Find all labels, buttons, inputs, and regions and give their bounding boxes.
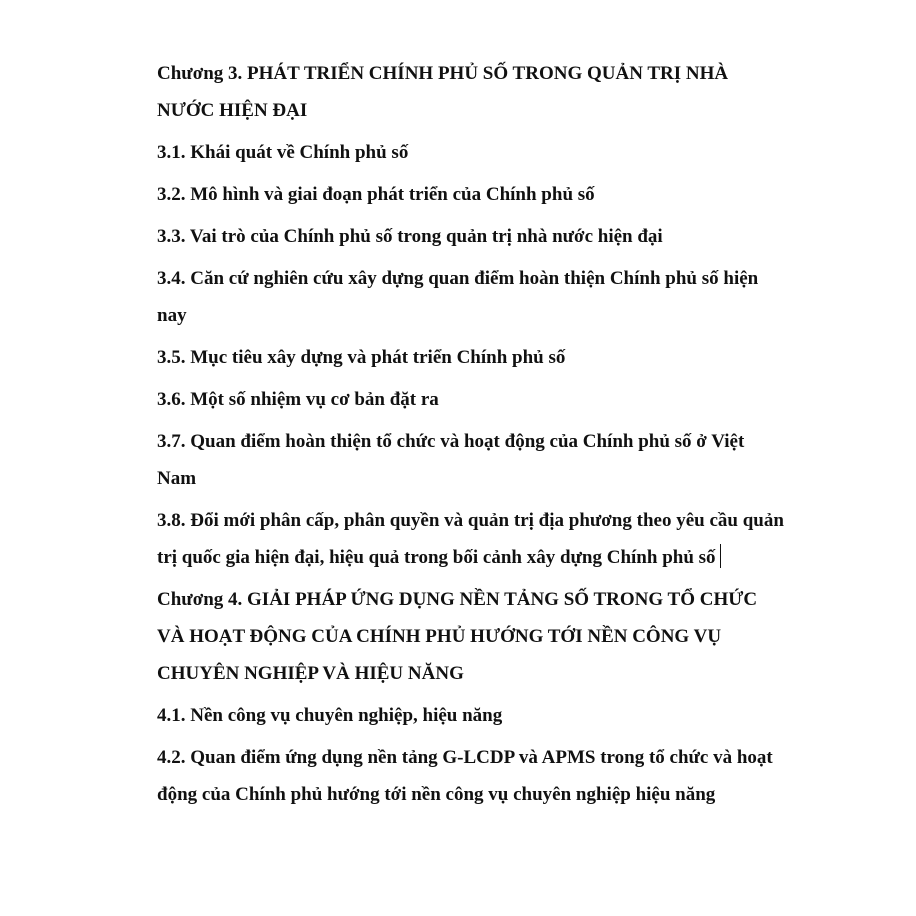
section-3-1: 3.1. Khái quát về Chính phủ số [157,142,409,163]
section-3-6: 3.6. Một số nhiệm vụ cơ bản đặt ra [157,389,439,410]
section-4-1: 4.1. Nền công vụ chuyên nghiệp, hiệu năng [157,705,503,726]
section-3-3: 3.3. Vai trò của Chính phủ số trong quản trị nhà nước hiện đại [157,226,663,247]
chapter-4-heading: Chương 4. GIẢI PHÁP ỨNG DỤNG NỀN TẢNG SỐ TRONG TỔ CHỨC VÀ HOẠT ĐỘNG CỦA CHÍNH PHỦ HƯỚNG TỚI NỀN CÔNG VỤ CHUYÊN NGHIỆP VÀ HIỆU NĂNG [157,589,758,684]
section-3-8-wrapper[interactable] [157,502,787,576]
section-3-4: 3.4. Căn cứ nghiên cứu xây dựng quan điểm hoàn thiện Chính phủ số hiện nay [157,268,759,326]
text-cursor [720,544,721,568]
section-3-7: 3.7. Quan điểm hoàn thiện tổ chức và hoạt động của Chính phủ số ở Việt Nam [157,431,745,489]
section-3-2: 3.2. Mô hình và giai đoạn phát triển của Chính phủ số [157,184,595,205]
section-3-8[interactable]: 3.8. Đổi mới phân cấp, phân quyền và quản trị địa phương theo yêu cầu quản trị quốc gia hiện đại, hiệu quả trong bối cảnh xây dựng Chính phủ số [157,510,784,568]
section-3-5: 3.5. Mục tiêu xây dựng và phát triển Chính phủ số [157,347,566,368]
table-of-contents [157,55,787,818]
section-4-2: 4.2. Quan điểm ứng dụng nền tảng G-LCDP và APMS trong tổ chức và hoạt động của Chính phủ hướng tới nền công vụ chuyên nghiệp hiệu năng [157,747,773,805]
chapter-3-heading: Chương 3. PHÁT TRIỂN CHÍNH PHỦ SỐ TRONG QUẢN TRỊ NHÀ NƯỚC HIỆN ĐẠI [157,63,729,121]
